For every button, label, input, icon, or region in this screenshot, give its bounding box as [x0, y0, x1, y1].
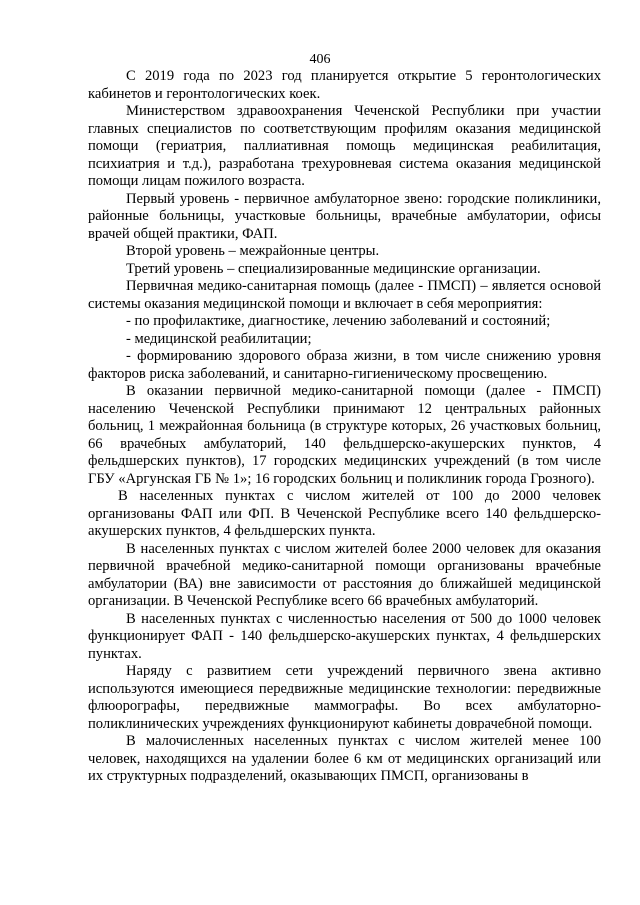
- paragraph-geriatric-offices: С 2019 года по 2023 год планируется открытие 5 геронтологических кабинетов и геронтологических коек.: [88, 68, 601, 102]
- paragraph-mobile-technologies: Наряду с развитием сети учреждений первичного звена активно используются имеющиеся передвижные медицинские технологии: передвижные флюорографы, передвижные маммографы. Во всех амбулаторно-поликлинических учреждениях функционируют кабинеты доврачебной помощи.: [88, 663, 601, 732]
- paragraph-three-level-system: Министерством здравоохранения Чеченской Республики при участии главных специалистов по соответствующим профилям оказания медицинской помощи (гериатрия, паллиативная помощь медицинская реабилитация, психиатрия и т.д.), разработана трехуровневая система оказания медицинской помощи лицам пожилого возраста.: [88, 103, 601, 189]
- paragraph-fap-settlements: В населенных пунктах с числом жителей от 100 до 2000 человек организованы ФАП или ФП. В Чеченской Республике всего 140 фельдшерско-акушерских пунктов, 4 фельдшерских пункта.: [88, 488, 601, 539]
- paragraph-fap-function: В населенных пунктах с численностью населения от 500 до 1000 человек функционирует ФАП - 140 фельдшерско-акушерских пунктах, 4 фельдшерских пунктах.: [88, 610, 601, 662]
- paragraph-pmsp-definition: Первичная медико-санитарная помощь (далее - ПМСП) – является основой системы оказания медицинской помощи и включает в себя мероприятия:: [88, 278, 601, 312]
- list-item-healthy-lifestyle: - формированию здорового образа жизни, в том числе снижению уровня факторов риска заболеваний, и санитарно-гигиеническому просвещению.: [88, 348, 601, 382]
- list-item-prevention: - по профилактике, диагностике, лечению заболеваний и состояний;: [126, 313, 551, 329]
- paragraph-third-level: Третий уровень – специализированные медицинские организации.: [126, 260, 541, 277]
- paragraph-pmsp-providers: В оказании первичной медико-санитарной помощи (далее - ПМСП) населению Чеченской Республики принимают 12 центральных районных больниц, 1 межрайонная больница (в структуре которых, 26 участковых больниц, 66 врачебных амбулаторий, 140 фельдшерско-акушерских пунктов, 4 фельдшерских пунктов), 17 городских медицинских учреждений (в том числе ГБУ «Аргунская ГБ № 1»; 16 городских больниц и поликлиник города Грозного).: [88, 383, 601, 487]
- paragraph-outpatient-clinics: В населенных пунктах с числом жителей более 2000 человек для оказания первичной врачебной медико-санитарной помощи организованы врачебные амбулатории (ВА) вне зависимости от расстояния до ближайшей медицинской организации. В Чеченской Республике всего 66 врачебных амбулаторий.: [88, 540, 601, 609]
- list-item-rehabilitation: - медицинской реабилитации;: [126, 330, 312, 347]
- paragraph-small-settlements: В малочисленных населенных пунктах с числом жителей менее 100 человек, находящихся на удалении более 6 км от медицинских организаций или их структурных подразделений, оказывающих ПМСП, организованы в: [88, 733, 601, 784]
- paragraph-second-level: Второй уровень – межрайонные центры.: [126, 243, 380, 259]
- document-body: [88, 68, 601, 786]
- paragraph-first-level: Первый уровень - первичное амбулаторное звено: городские поликлиники, районные больницы, участковые больницы, врачебные амбулатории, офисы врачей общей практики, ФАП.: [88, 190, 601, 242]
- page-number: 406: [309, 52, 331, 67]
